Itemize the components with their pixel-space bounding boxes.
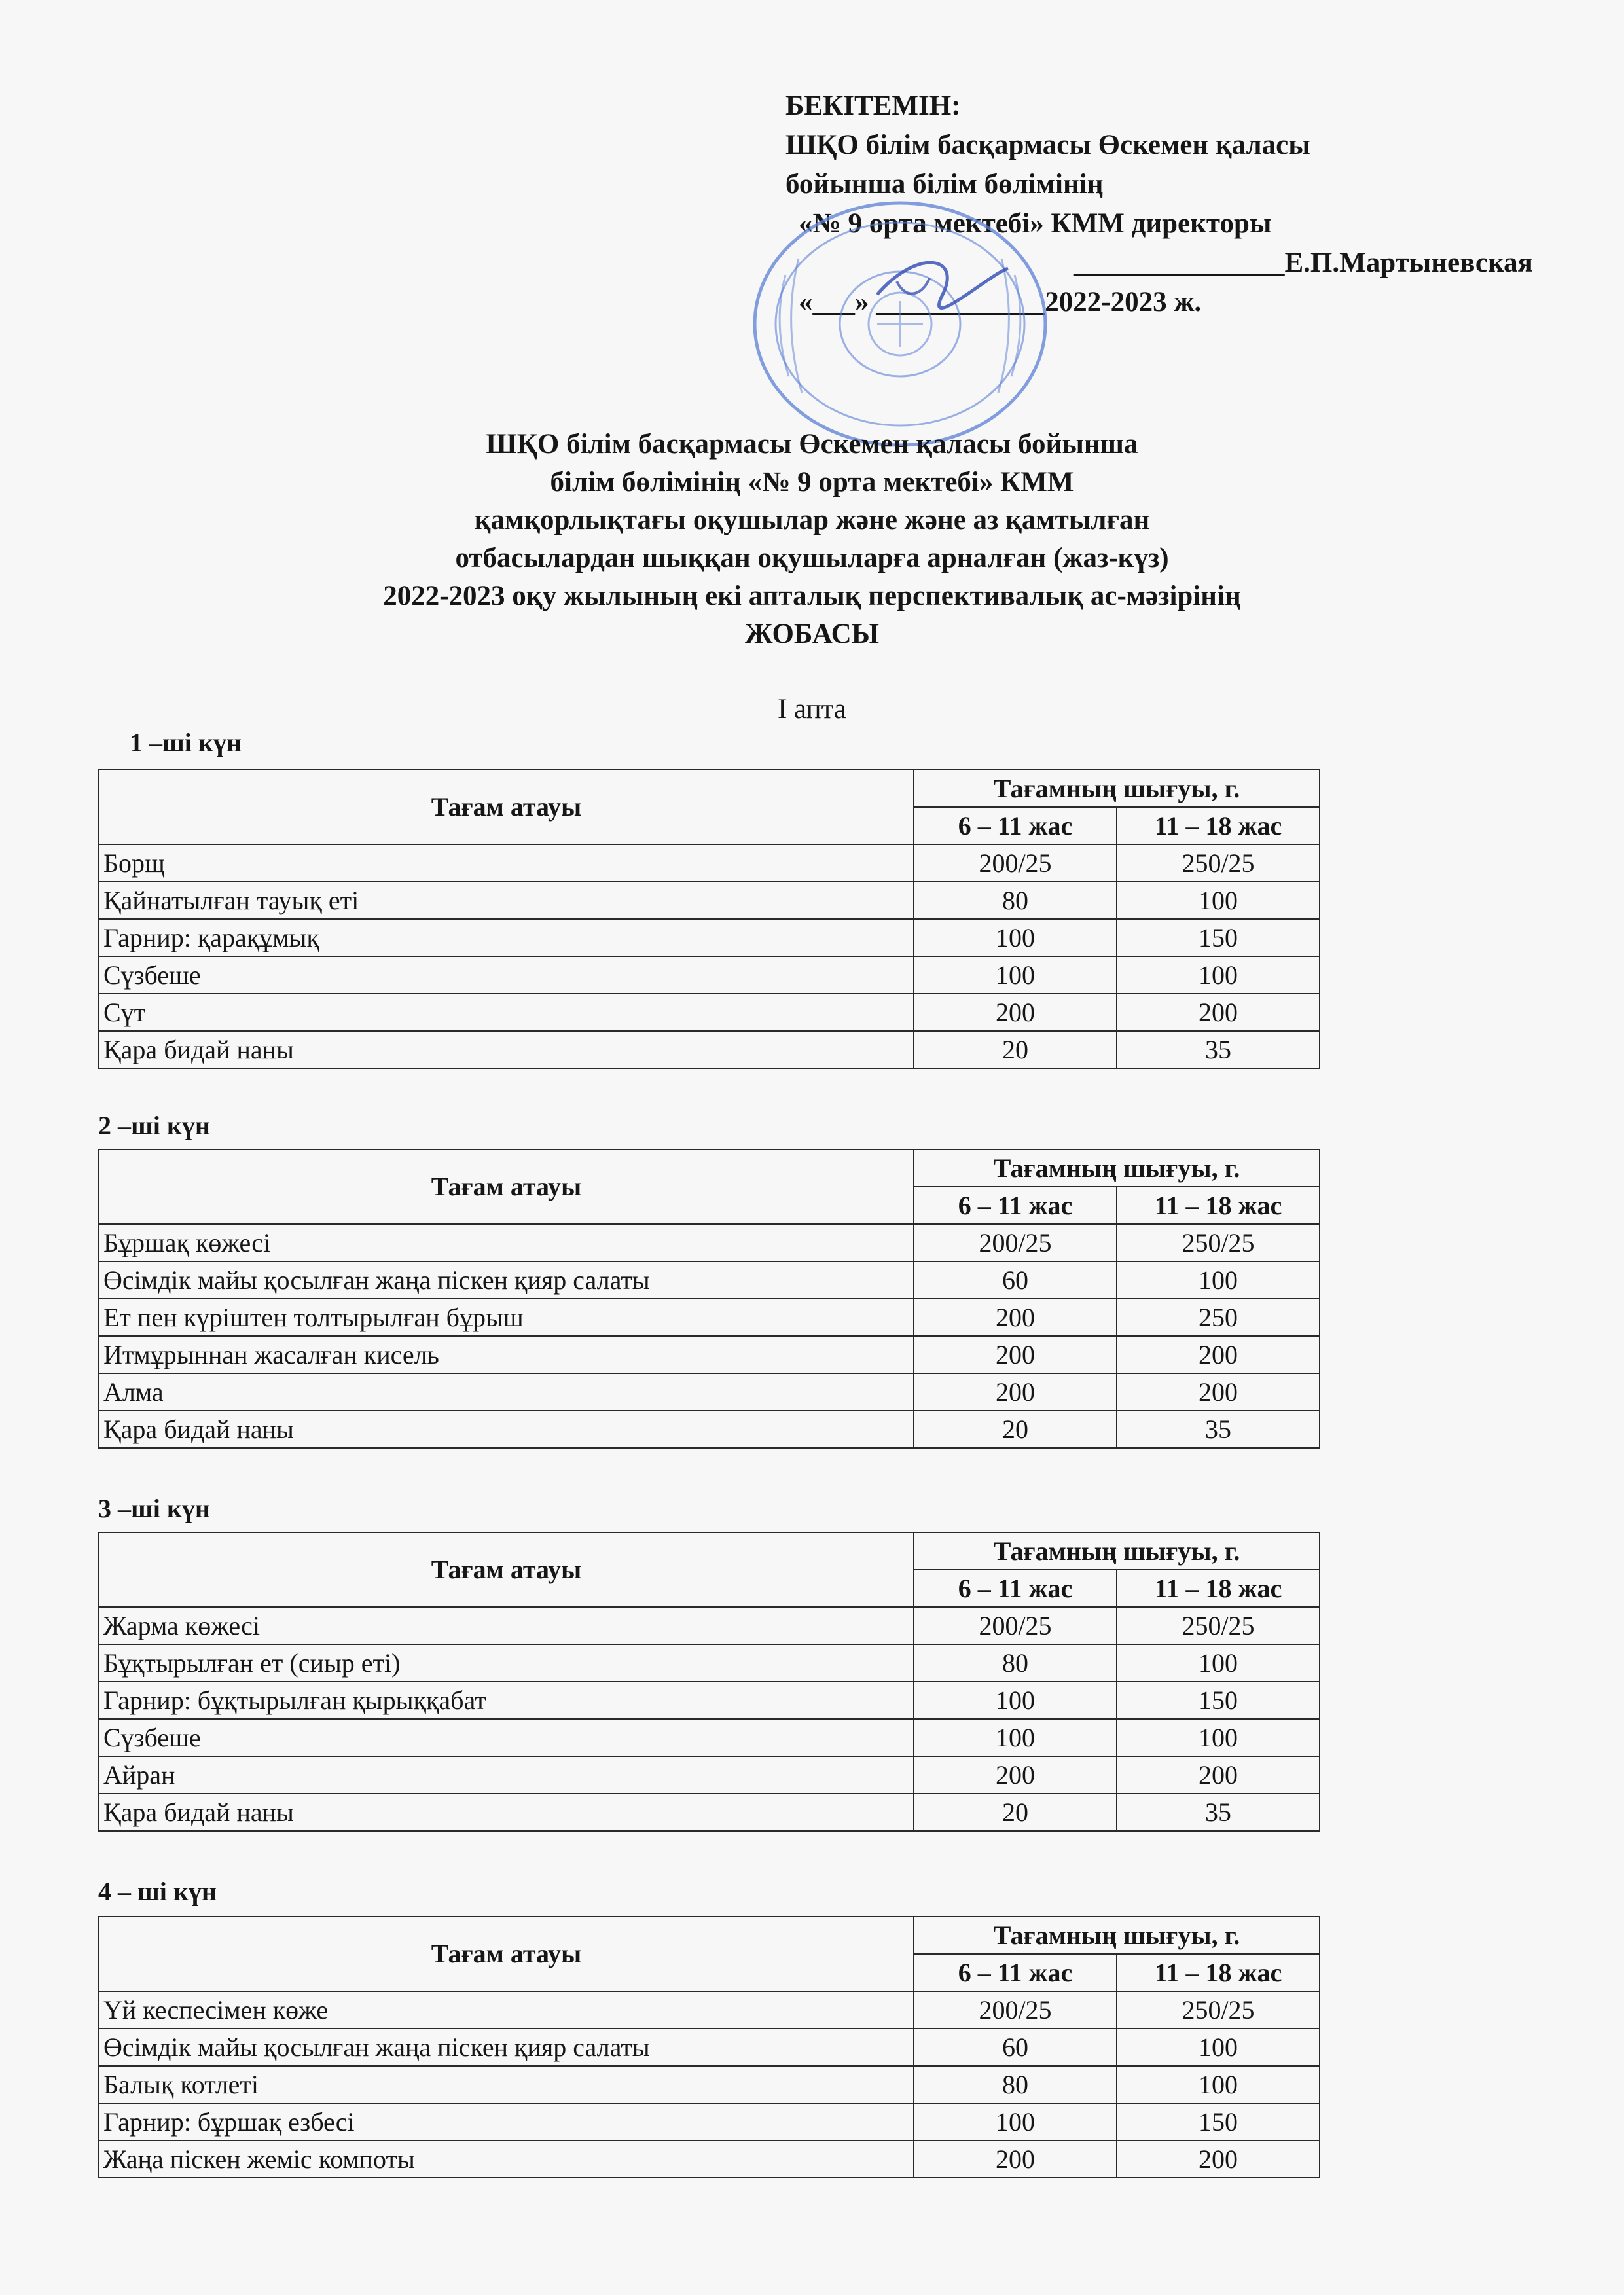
header-dish-name: Тағам атауы (99, 770, 914, 844)
yield-11-18: 200 (1117, 1756, 1320, 1794)
yield-6-11: 20 (914, 1031, 1117, 1068)
table-row (99, 2103, 1320, 2141)
header-age-6-11: 6 – 11 жас (914, 1954, 1117, 1991)
dish-name: Қайнатылған тауық еті (99, 882, 914, 919)
day-label: 3 –ші күн (98, 1494, 210, 1523)
yield-6-11: 20 (914, 1411, 1117, 1448)
yield-11-18: 35 (1117, 1411, 1320, 1448)
yield-6-11: 20 (914, 1794, 1117, 1831)
approval-line: БЕКІТЕМІН: (785, 90, 961, 121)
dish-name: Ет пен күріштен толтырылған бұрыш (99, 1299, 914, 1336)
dish-name: Гарнир: қарақұмық (99, 919, 914, 956)
dish-name: Гарнир: бұқтырылған қырыққабат (99, 1682, 914, 1719)
dish-name: Жарма көжесі (99, 1607, 914, 1644)
table-row (99, 956, 1320, 994)
yield-6-11: 60 (914, 1261, 1117, 1299)
dish-name: Өсімдік майы қосылған жаңа піскен қияр салаты (99, 1261, 914, 1299)
yield-6-11: 200/25 (914, 1991, 1117, 2029)
yield-11-18: 100 (1117, 2029, 1320, 2066)
table-row (99, 1644, 1320, 1682)
dish-name: Қара бидай наны (99, 1794, 914, 1831)
dish-name: Қара бидай наны (99, 1411, 914, 1448)
table-row (99, 994, 1320, 1031)
yield-11-18: 150 (1117, 2103, 1320, 2141)
table-row (99, 919, 1320, 956)
document-heading (0, 425, 1624, 653)
yield-11-18: 250/25 (1117, 1991, 1320, 2029)
yield-11-18: 100 (1117, 1719, 1320, 1756)
heading-line: ШҚО білім басқармасы Өскемен қаласы бойынша (486, 429, 1138, 460)
yield-11-18: 200 (1117, 2141, 1320, 2178)
header-age-11-18: 11 – 18 жас (1117, 807, 1320, 844)
menu-table-day-2 (98, 1149, 1320, 1449)
dish-name: Қара бидай наны (99, 1031, 914, 1068)
yield-6-11: 200 (914, 1336, 1117, 1373)
yield-11-18: 100 (1117, 956, 1320, 994)
table-row (99, 1607, 1320, 1644)
table-row (99, 2029, 1320, 2066)
yield-6-11: 200/25 (914, 844, 1117, 882)
day-label: 2 –ші күн (98, 1111, 210, 1140)
heading-line: ЖОБАСЫ (745, 619, 879, 649)
table-row (99, 844, 1320, 882)
dish-name: Сүзбеше (99, 956, 914, 994)
dish-name: Сүзбеше (99, 1719, 914, 1756)
yield-11-18: 100 (1117, 2066, 1320, 2103)
yield-11-18: 250/25 (1117, 1607, 1320, 1644)
yield-6-11: 200/25 (914, 1224, 1117, 1261)
header-age-11-18: 11 – 18 жас (1117, 1954, 1320, 1991)
table-row (99, 882, 1320, 919)
table-row (99, 1373, 1320, 1411)
yield-11-18: 250 (1117, 1299, 1320, 1336)
yield-6-11: 200 (914, 1299, 1117, 1336)
yield-6-11: 100 (914, 2103, 1117, 2141)
yield-6-11: 200 (914, 1373, 1117, 1411)
yield-11-18: 150 (1117, 919, 1320, 956)
dish-name: Жаңа піскен жеміс компоты (99, 2141, 914, 2178)
yield-11-18: 200 (1117, 994, 1320, 1031)
official-stamp (746, 196, 1054, 452)
yield-11-18: 200 (1117, 1373, 1320, 1411)
approval-line: бойынша білім бөлімінің (785, 169, 1104, 200)
table-row (99, 1224, 1320, 1261)
week-title: І апта (777, 694, 846, 725)
dish-name: Итмұрыннан жасалған кисель (99, 1336, 914, 1373)
header-age-6-11: 6 – 11 жас (914, 807, 1117, 844)
dish-name: Бұршақ көжесі (99, 1224, 914, 1261)
table-row (99, 2066, 1320, 2103)
yield-6-11: 200 (914, 994, 1117, 1031)
menu-table-day-4 (98, 1916, 1320, 2178)
yield-6-11: 200 (914, 2141, 1117, 2178)
yield-11-18: 200 (1117, 1336, 1320, 1373)
yield-6-11: 100 (914, 1719, 1117, 1756)
table-row (99, 1336, 1320, 1373)
table-row (99, 1991, 1320, 2029)
yield-11-18: 250/25 (1117, 1224, 1320, 1261)
dish-name: Алма (99, 1373, 914, 1411)
approval-signature-line: _______________Е.П.Мартыневская (1074, 247, 1533, 278)
yield-11-18: 35 (1117, 1794, 1320, 1831)
day-label: 4 – ші күн (98, 1877, 217, 1906)
heading-line: білім бөлімінің «№ 9 орта мектебі» КММ (550, 467, 1074, 497)
table-row (99, 1299, 1320, 1336)
table-row (99, 1411, 1320, 1448)
dish-name: Гарнир: бұршақ езбесі (99, 2103, 914, 2141)
table-row (99, 1719, 1320, 1756)
table-row (99, 1756, 1320, 1794)
table-row (99, 1682, 1320, 1719)
table-row (99, 2141, 1320, 2178)
approval-line: «№ 9 орта мектебі» КММ директоры (799, 208, 1272, 239)
header-yield: Тағамның шығуы, г. (914, 1149, 1320, 1187)
header-age-6-11: 6 – 11 жас (914, 1570, 1117, 1607)
approval-line: ШҚО білім басқармасы Өскемен қаласы (785, 130, 1310, 160)
yield-11-18: 100 (1117, 1261, 1320, 1299)
yield-6-11: 80 (914, 2066, 1117, 2103)
yield-6-11: 80 (914, 882, 1117, 919)
yield-6-11: 100 (914, 956, 1117, 994)
dish-name: Сүт (99, 994, 914, 1031)
header-dish-name: Тағам атауы (99, 1149, 914, 1224)
dish-name: Айран (99, 1756, 914, 1794)
signature-mark (877, 262, 1008, 308)
table-row (99, 1794, 1320, 1831)
header-age-11-18: 11 – 18 жас (1117, 1570, 1320, 1607)
yield-11-18: 150 (1117, 1682, 1320, 1719)
header-yield: Тағамның шығуы, г. (914, 1917, 1320, 1954)
yield-11-18: 250/25 (1117, 844, 1320, 882)
yield-6-11: 60 (914, 2029, 1117, 2066)
yield-11-18: 100 (1117, 882, 1320, 919)
day-label: 1 –ші күн (130, 728, 242, 757)
table-row (99, 1261, 1320, 1299)
approval-date-line: «___» ____________2022-2023 ж. (799, 287, 1202, 317)
yield-11-18: 35 (1117, 1031, 1320, 1068)
heading-line: отбасылардан шыққан оқушыларға арналған (жаз-күз) (455, 543, 1169, 573)
table-row (99, 1031, 1320, 1068)
dish-name: Бұқтырылған ет (сиыр еті) (99, 1644, 914, 1682)
menu-table-day-3 (98, 1532, 1320, 1832)
dish-name: Өсімдік майы қосылған жаңа піскен қияр салаты (99, 2029, 914, 2066)
heading-line: қамқорлықтағы оқушылар және және аз қамтылған (474, 505, 1150, 535)
dish-name: Борщ (99, 844, 914, 882)
header-yield: Тағамның шығуы, г. (914, 770, 1320, 807)
header-age-6-11: 6 – 11 жас (914, 1187, 1117, 1224)
header-yield: Тағамның шығуы, г. (914, 1532, 1320, 1570)
header-dish-name: Тағам атауы (99, 1917, 914, 1991)
dish-name: Балық котлеті (99, 2066, 914, 2103)
yield-6-11: 100 (914, 1682, 1117, 1719)
menu-table-day-1 (98, 769, 1320, 1069)
yield-6-11: 200 (914, 1756, 1117, 1794)
yield-11-18: 100 (1117, 1644, 1320, 1682)
yield-6-11: 200/25 (914, 1607, 1117, 1644)
dish-name: Үй кеспесімен көже (99, 1991, 914, 2029)
yield-6-11: 80 (914, 1644, 1117, 1682)
header-age-11-18: 11 – 18 жас (1117, 1187, 1320, 1224)
header-dish-name: Тағам атауы (99, 1532, 914, 1607)
yield-6-11: 100 (914, 919, 1117, 956)
heading-line: 2022-2023 оқу жылының екі апталық перспективалық ас-мәзірінің (383, 581, 1241, 611)
